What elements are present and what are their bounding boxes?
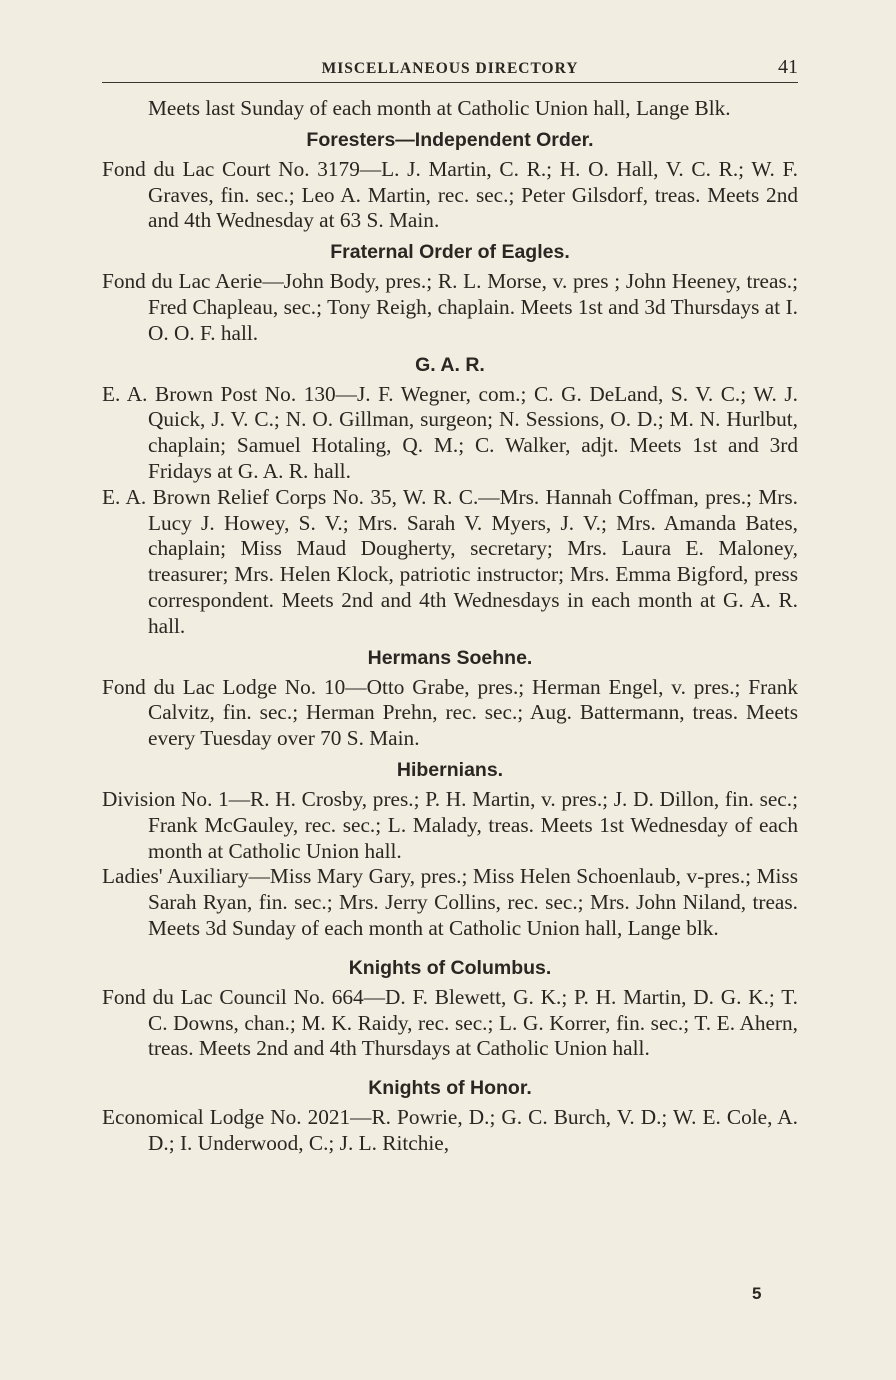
section-heading: Knights of Honor. xyxy=(368,1077,532,1100)
directory-entry: E. A. Brown Post No. 130—J. F. Wegner, com.; C. G. DeLand, S. V. C.; W. J. Quick, J. V. C.; N. O. Gillman, surgeon; N. Sessions, O. D.; M. N. Hurlbut, chaplain; Samuel Hotaling, Q. M.; C. Walker, adjt. Meets 1st and 3rd Fridays at G. A. R. hall. xyxy=(102,381,798,483)
continued-entry: Meets last Sunday of each month at Catholic Union hall, Lange Blk. xyxy=(148,96,731,120)
directory-entry: Fond du Lac Council No. 664—D. F. Blewett, G. K.; P. H. Martin, D. G. K.; T. C. Downs, chan.; M. K. Raidy, rec. sec.; L. G. Korrer, fin. sec.; T. E. Ahern, treas. Meets 2nd and 4th Thursdays at Catholic Union hall. xyxy=(102,984,798,1061)
directory-entry: Division No. 1—R. H. Crosby, pres.; P. H. Martin, v. pres.; J. D. Dillon, fin. sec.; Frank McGauley, rec. sec.; L. Malady, treas. Meets 1st Wednesday of each month at Catholic Union hall. xyxy=(102,786,798,863)
signature-mark: 5 xyxy=(752,1284,762,1303)
page-number: 41 xyxy=(778,56,798,78)
directory-entry: E. A. Brown Relief Corps No. 35, W. R. C.—Mrs. Hannah Coffman, pres.; Mrs. Lucy J. Howey, S. V.; Mrs. Sarah V. Myers, J. V.; Mrs. Amanda Bates, chaplain; Miss Maud Dougherty, secretary; Mrs. Laura E. Maloney, treasurer; Mrs. Helen Klock, patriotic instructor; Mrs. Emma Bigford, press correspondent. Meets 2nd and 4th Wednesdays in each month at G. A. R. hall. xyxy=(102,484,798,638)
section-heading: Foresters—Independent Order. xyxy=(306,128,594,151)
section-heading: Hermans Soehne. xyxy=(367,646,533,669)
section-heading: Fraternal Order of Eagles. xyxy=(330,241,570,264)
section-heading: G. A. R. xyxy=(415,353,485,376)
section-heading: Hibernians. xyxy=(396,758,504,781)
directory-entry: Ladies' Auxiliary—Miss Mary Gary, pres.; Miss Helen Schoenlaub, v-pres.; Miss Sarah Ryan, fin. sec.; Mrs. Jerry Collins, rec. sec.; Mrs. John Niland, treas. Meets 3d Sunday of each month at Catholic Union hall, Lange blk. xyxy=(102,864,798,940)
directory-entry: Fond du Lac Court No. 3179—L. J. Martin, C. R.; H. O. Hall, V. C. R.; W. F. Graves, fin. sec.; Leo A. Martin, rec. sec.; Peter Gilsdorf, treas. Meets 2nd and 4th Wednesday at 63 S. Main. xyxy=(102,156,798,233)
directory-entry: Economical Lodge No. 2021—R. Powrie, D.; G. C. Burch, V. D.; W. E. Cole, A. D.; I. Underwood, C.; J. L. Ritchie, xyxy=(102,1105,798,1155)
directory-content xyxy=(102,96,798,1157)
page-header xyxy=(102,56,798,83)
directory-entry: Fond du Lac Lodge No. 10—Otto Grabe, pres.; Herman Engel, v. pres.; Frank Calvitz, fin. sec.; Herman Prehn, rec. sec.; Aug. Battermann, treas. Meets every Tuesday over 70 S. Main. xyxy=(102,674,798,751)
running-title: MISCELLANEOUS DIRECTORY xyxy=(321,60,579,77)
section-heading: Knights of Columbus. xyxy=(348,956,552,979)
directory-entry: Fond du Lac Aerie—John Body, pres.; R. L. Morse, v. pres ; John Heeney, treas.; Fred Chapleau, sec.; Tony Reigh, chaplain. Meets 1st and 3d Thursdays at I. O. O. F. hall. xyxy=(102,269,798,345)
